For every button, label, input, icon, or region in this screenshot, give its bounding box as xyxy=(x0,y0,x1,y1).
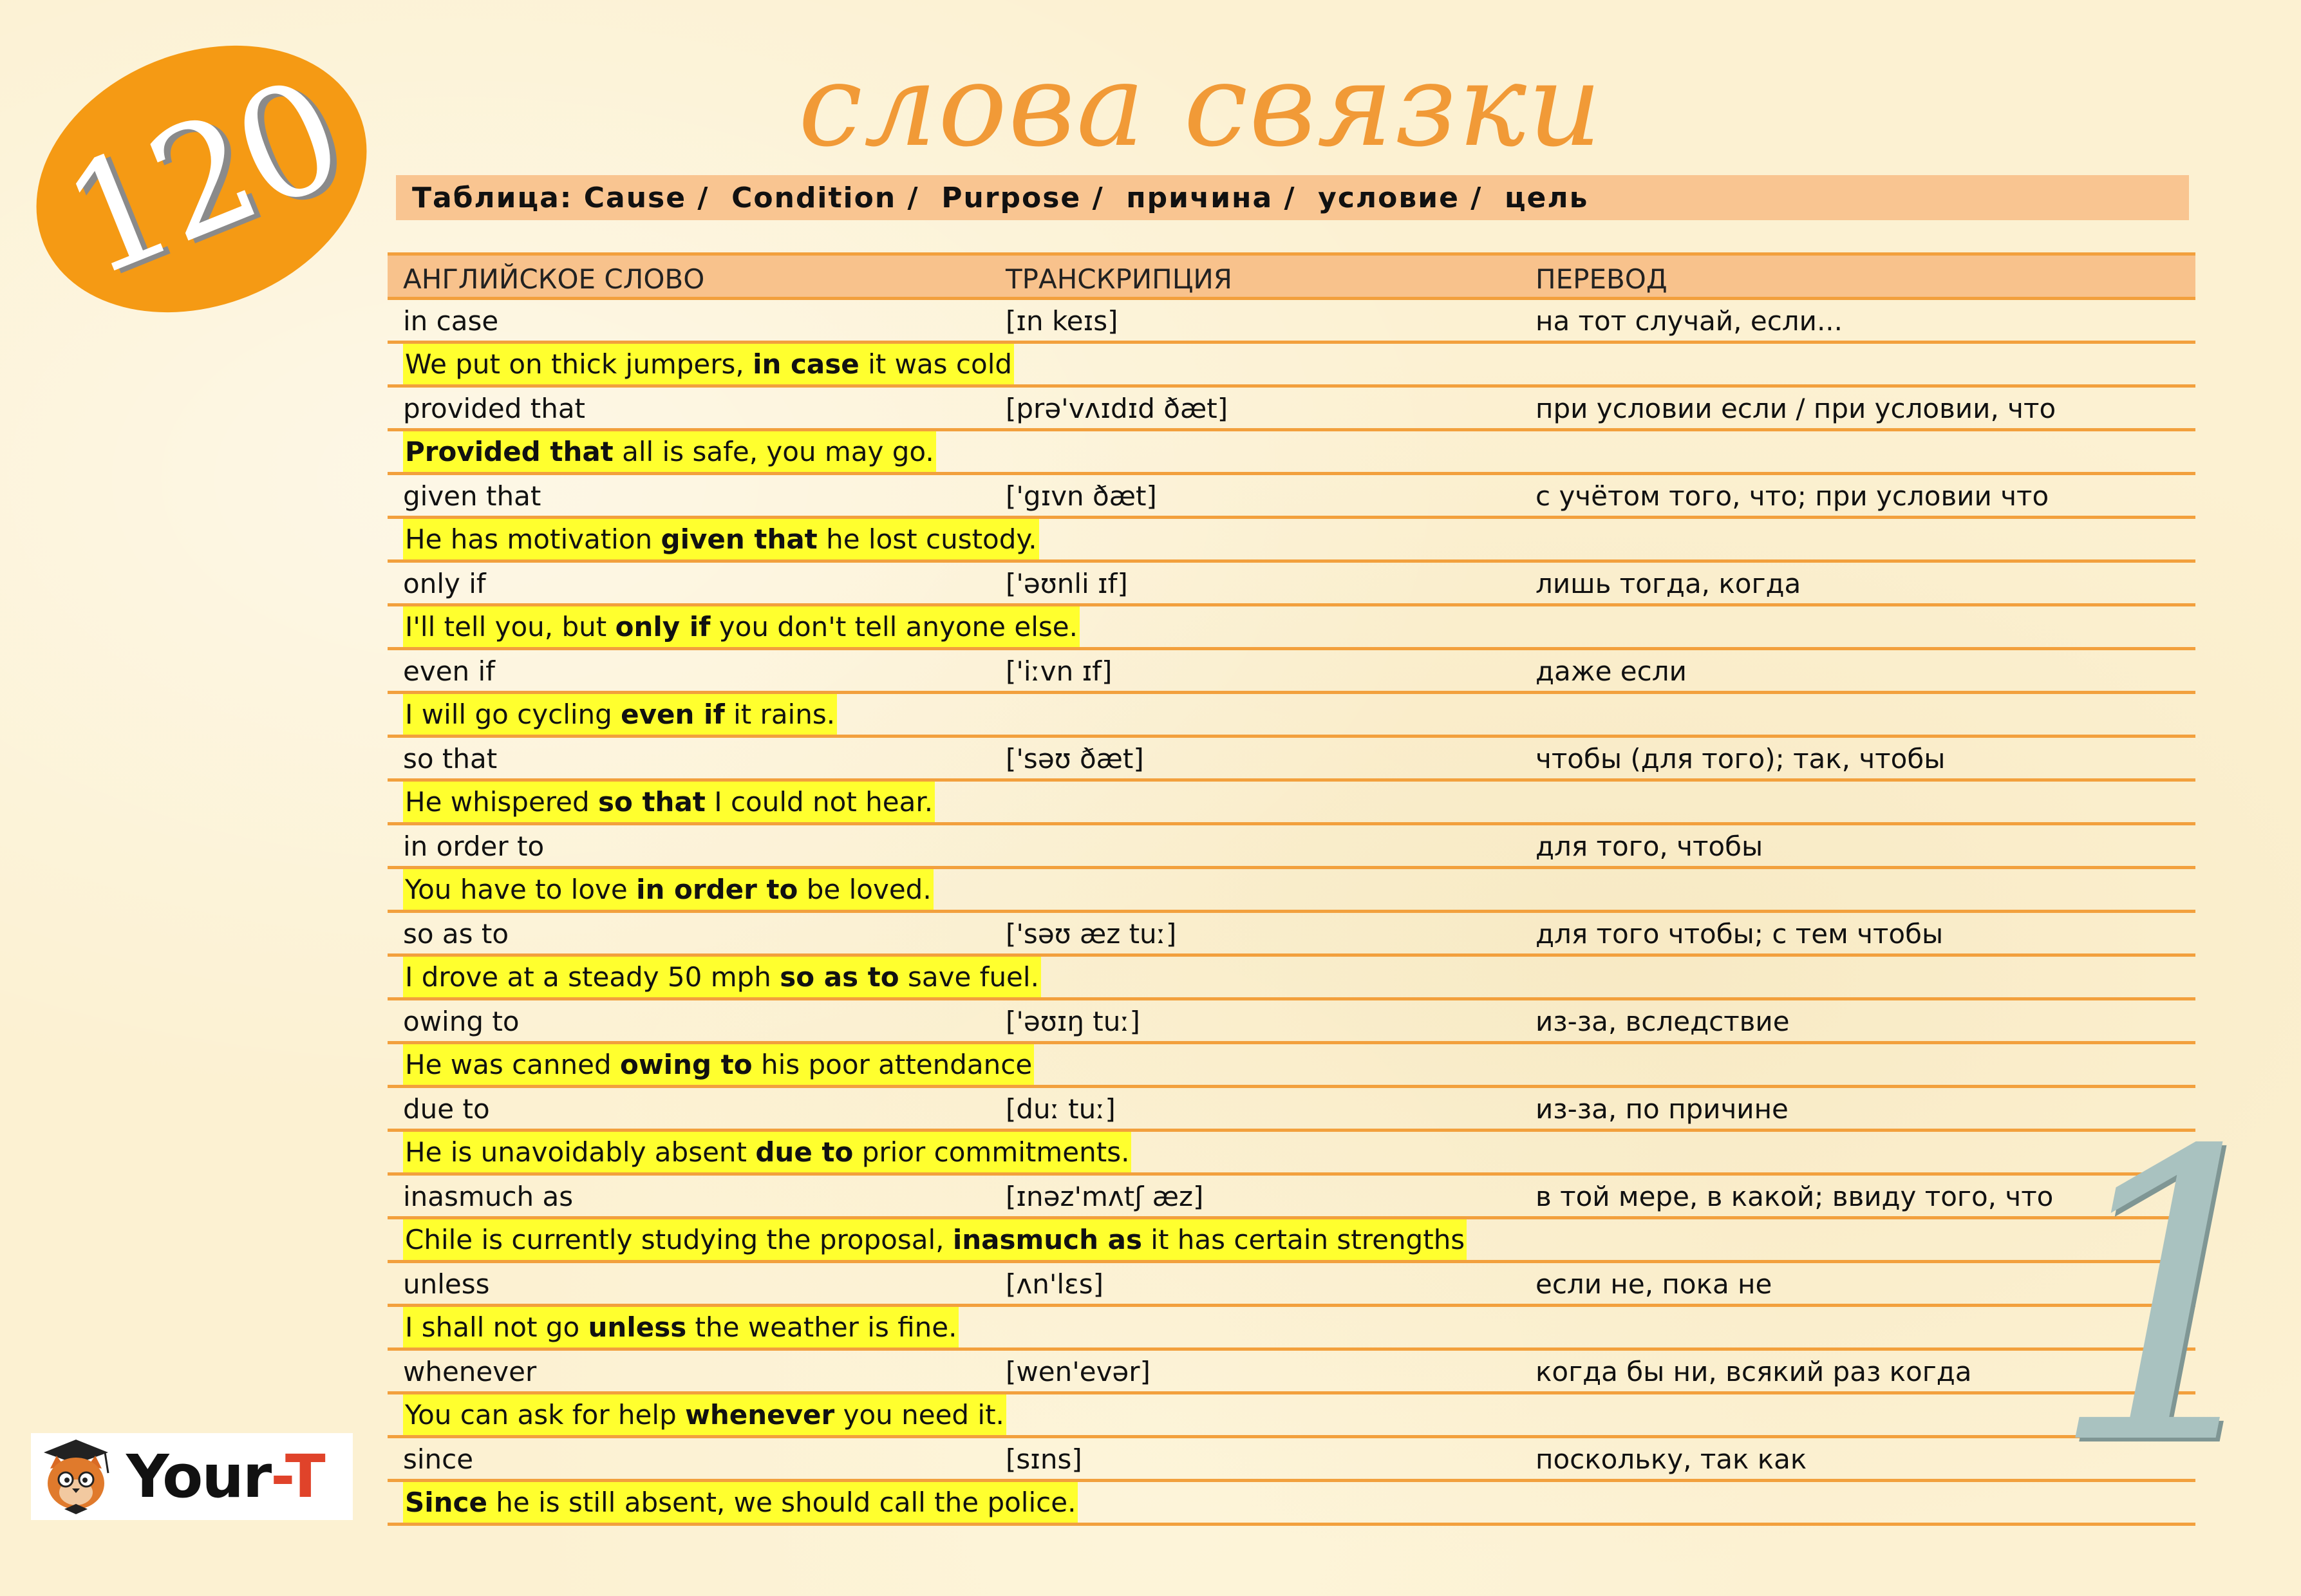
example-text: he lost custody. xyxy=(817,523,1037,555)
example-text: He is unavoidably absent xyxy=(405,1136,756,1168)
header-english-word: АНГЛИЙСКОЕ СЛОВО xyxy=(403,263,705,295)
example-text: He was canned xyxy=(405,1049,621,1080)
your-t-logo xyxy=(31,1433,353,1520)
word-cell: inasmuch as xyxy=(403,1181,574,1212)
table-title-label: Таблица: xyxy=(412,181,573,214)
example-text: You can ask for help xyxy=(405,1399,686,1431)
page-number: 1 xyxy=(2047,1068,2301,1532)
example-text: Chile is currently studying the proposal, xyxy=(405,1224,953,1255)
table-row xyxy=(388,650,2195,694)
word-cell: provided that xyxy=(403,393,586,424)
example-row xyxy=(388,1219,2195,1263)
example-sentence xyxy=(403,344,1014,384)
cat-mascot-icon xyxy=(31,1433,121,1520)
translation-cell: если не, пока не xyxy=(1536,1268,1772,1300)
example-sentence xyxy=(403,431,936,472)
translation-cell: чтобы (для того); так, чтобы xyxy=(1536,743,1946,775)
header-transcription: ТРАНСКРИПЦИЯ xyxy=(1006,263,1232,295)
example-text: He has motivation xyxy=(405,523,661,555)
example-text: I'll tell you, but xyxy=(405,611,615,643)
table-row xyxy=(388,300,2195,344)
example-keyword: so that xyxy=(598,786,706,818)
example-text: I drove at a steady 50 mph xyxy=(405,961,780,993)
example-text: I shall not go xyxy=(405,1311,588,1343)
transcription-cell: ['gɪvn ðæt] xyxy=(1006,480,1157,512)
translation-cell: при условии если / при условии, что xyxy=(1536,393,2056,424)
example-text: it has certain strengths xyxy=(1141,1224,1465,1255)
translation-cell: в той мере, в какой; ввиду того, что xyxy=(1536,1181,2054,1212)
example-keyword: Since xyxy=(405,1487,487,1518)
table-body xyxy=(388,300,2195,1526)
word-cell: so that xyxy=(403,743,498,775)
table-title-item: цель xyxy=(1504,181,1589,214)
table-title-item: Cause / xyxy=(583,181,709,214)
word-cell: even if xyxy=(403,655,495,687)
table-row xyxy=(388,475,2195,519)
example-text: you need it. xyxy=(834,1399,1004,1431)
table-header xyxy=(388,252,2195,300)
table-row xyxy=(388,1351,2195,1394)
example-text: He whispered xyxy=(405,786,598,818)
example-sentence xyxy=(403,694,837,735)
example-keyword: in order to xyxy=(636,874,798,905)
transcription-cell: [wen'evər] xyxy=(1006,1356,1150,1387)
transcription-cell: ['səʊ ðæt] xyxy=(1006,743,1144,775)
table-row xyxy=(388,1263,2195,1307)
table-row xyxy=(388,388,2195,431)
example-keyword: even if xyxy=(621,699,725,730)
example-row xyxy=(388,694,2195,738)
word-cell: in order to xyxy=(403,831,545,862)
header-translation: ПЕРЕВОД xyxy=(1536,263,1667,295)
example-sentence xyxy=(403,1307,959,1347)
word-cell: only if xyxy=(403,568,486,599)
example-text: his poor attendance xyxy=(752,1049,1033,1080)
word-cell: due to xyxy=(403,1093,490,1125)
transcription-cell: [ʌn'lɛs] xyxy=(1006,1268,1104,1300)
word-cell: whenever xyxy=(403,1356,537,1387)
example-row xyxy=(388,957,2195,1000)
transcription-cell: ['əʊnli ɪf] xyxy=(1006,568,1128,599)
example-text: you don't tell anyone else. xyxy=(710,611,1078,643)
example-sentence xyxy=(403,606,1080,647)
table-row xyxy=(388,913,2195,957)
translation-cell: для того, чтобы xyxy=(1536,831,1763,862)
example-sentence xyxy=(403,1394,1006,1435)
translation-cell: поскольку, так как xyxy=(1536,1443,1807,1475)
word-cell: owing to xyxy=(403,1006,520,1037)
table-title-bar xyxy=(396,175,2189,220)
transcription-cell: [duː tuː] xyxy=(1006,1093,1116,1125)
example-keyword: owing to xyxy=(620,1049,753,1080)
example-keyword: whenever xyxy=(685,1399,835,1431)
example-row xyxy=(388,1044,2195,1088)
table-row xyxy=(388,1176,2195,1219)
table-row xyxy=(388,1088,2195,1132)
example-sentence xyxy=(403,1482,1078,1523)
translation-cell: лишь тогда, когда xyxy=(1536,568,1801,599)
transcription-cell: ['əʊɪŋ tuː] xyxy=(1006,1006,1140,1037)
example-text: We put on thick jumpers, xyxy=(405,348,753,380)
example-text: save fuel. xyxy=(899,961,1039,993)
word-cell: given that xyxy=(403,480,541,512)
example-row xyxy=(388,1394,2195,1438)
table-row xyxy=(388,738,2195,782)
translation-cell: когда бы ни, всякий раз когда xyxy=(1536,1356,1972,1387)
word-cell: unless xyxy=(403,1268,490,1300)
example-sentence xyxy=(403,782,935,822)
example-text: the weather is fine. xyxy=(686,1311,957,1343)
translation-cell: из-за, по причине xyxy=(1536,1093,1789,1125)
translation-cell: для того чтобы; с тем чтобы xyxy=(1536,918,1944,950)
example-sentence xyxy=(403,957,1041,997)
example-sentence xyxy=(403,1219,1467,1260)
translation-cell: из-за, вследствие xyxy=(1536,1006,1790,1037)
example-keyword: given that xyxy=(661,523,818,555)
table-row xyxy=(388,563,2195,606)
example-keyword: so as to xyxy=(780,961,899,993)
example-keyword: unless xyxy=(588,1311,687,1343)
transcription-cell: ['səʊ æz tuː] xyxy=(1006,918,1177,950)
translation-cell: даже если xyxy=(1536,655,1687,687)
table-row xyxy=(388,825,2195,869)
example-keyword: inasmuch as xyxy=(952,1224,1142,1255)
example-text: it was cold xyxy=(859,348,1013,380)
example-row xyxy=(388,431,2195,475)
logo-text: Your-T xyxy=(126,1442,324,1511)
example-row xyxy=(388,869,2195,913)
example-text: it rains. xyxy=(724,699,836,730)
table-row xyxy=(388,1000,2195,1044)
connectors-table xyxy=(388,252,2195,1526)
example-keyword: in case xyxy=(753,348,859,380)
example-sentence xyxy=(403,1132,1131,1172)
example-text: prior commitments. xyxy=(853,1136,1130,1168)
example-row xyxy=(388,344,2195,388)
transcription-cell: ['iːvn ɪf] xyxy=(1006,655,1113,687)
word-cell: in case xyxy=(403,305,499,337)
transcription-cell: [prə'vʌɪdɪd ðæt] xyxy=(1006,393,1228,424)
table-title-item: Purpose / xyxy=(941,181,1104,214)
translation-cell: с учётом того, что; при условии что xyxy=(1536,480,2049,512)
example-row xyxy=(388,606,2195,650)
badge-number: 120 xyxy=(42,46,361,312)
example-keyword: due to xyxy=(755,1136,854,1168)
word-cell: so as to xyxy=(403,918,509,950)
example-row xyxy=(388,519,2195,563)
translation-cell: на тот случай, если... xyxy=(1536,305,1843,337)
example-row xyxy=(388,1307,2195,1351)
transcription-cell: [sɪns] xyxy=(1006,1443,1082,1475)
example-text: be loved. xyxy=(798,874,932,905)
table-row xyxy=(388,1438,2195,1482)
page-title: слова связки xyxy=(798,39,1603,172)
transcription-cell: [ɪnəz'mʌtʃ æz] xyxy=(1006,1181,1204,1212)
word-cell: since xyxy=(403,1443,474,1475)
table-title-item: Condition / xyxy=(731,181,919,214)
table-title-item: причина / xyxy=(1126,181,1296,214)
example-row xyxy=(388,1482,2195,1526)
example-keyword: Provided that xyxy=(405,436,614,467)
example-text: all is safe, you may go. xyxy=(613,436,934,467)
transcription-cell: [ɪn keɪs] xyxy=(1006,305,1118,337)
example-text: he is still absent, we should call the police. xyxy=(487,1487,1076,1518)
example-text: I will go cycling xyxy=(405,699,621,730)
example-sentence xyxy=(403,1044,1034,1085)
example-row xyxy=(388,1132,2195,1176)
example-text: I could not hear. xyxy=(705,786,934,818)
table-title-item: условие / xyxy=(1318,181,1483,214)
example-keyword: only if xyxy=(615,611,711,643)
example-sentence xyxy=(403,519,1039,559)
example-text: You have to love xyxy=(405,874,637,905)
example-row xyxy=(388,782,2195,825)
example-sentence xyxy=(403,869,934,910)
